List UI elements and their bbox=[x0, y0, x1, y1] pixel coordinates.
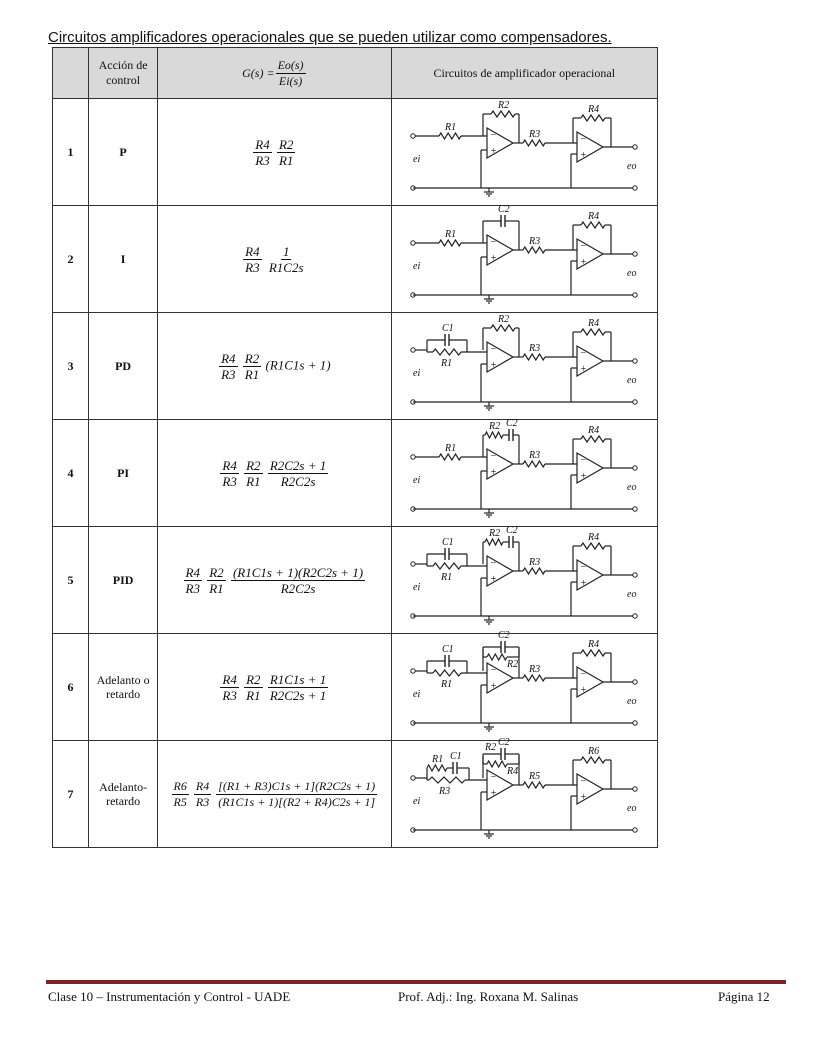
terminal bbox=[633, 573, 637, 577]
capacitor-label: C2 bbox=[498, 630, 510, 641]
row-number: 1 bbox=[53, 99, 89, 206]
table-row bbox=[53, 206, 658, 313]
resistor bbox=[491, 111, 515, 117]
resistor bbox=[523, 354, 545, 360]
resistor bbox=[581, 436, 605, 442]
transfer-function: $\frac{R4}{R3}$ $\frac{R2}{R1}$ $\frac{R1C1s + 1}{R2C2s + 1}$ bbox=[158, 634, 391, 741]
circuit-diagram bbox=[399, 418, 649, 523]
op-amp-plus: + bbox=[580, 364, 588, 375]
header-circuits: Circuitos de amplificador operacional bbox=[391, 48, 657, 99]
resistor-label: R1 bbox=[445, 229, 457, 240]
resistor bbox=[523, 675, 545, 681]
terminal bbox=[633, 787, 637, 791]
resistor-label: R3 bbox=[439, 786, 451, 797]
row-action: P bbox=[89, 99, 158, 206]
resistor-label: R4 bbox=[588, 639, 600, 650]
ei-label: ei bbox=[413, 154, 421, 165]
resistor bbox=[439, 454, 461, 460]
footer-page-number: Página 12 bbox=[718, 989, 770, 1004]
resistor-label: R3 bbox=[529, 557, 541, 568]
resistor bbox=[439, 133, 461, 139]
resistor-label: R4 bbox=[588, 425, 600, 436]
op-amp-minus: − bbox=[580, 562, 588, 573]
transfer-function: $\frac{R4}{R3}$ $\frac{R2}{R1}$ (R1C1s + 1) bbox=[158, 313, 391, 420]
op-amp-plus: + bbox=[490, 681, 498, 692]
circuit-diagram bbox=[399, 316, 649, 416]
op-amp-plus: + bbox=[490, 253, 498, 264]
header-gs-den: Ei(s) bbox=[278, 73, 303, 88]
op-amp-plus: + bbox=[580, 471, 588, 482]
resistor-label: R3 bbox=[529, 129, 541, 140]
resistor bbox=[485, 432, 503, 438]
header-gs-left: G(s) = bbox=[242, 65, 275, 80]
eo-label: eo bbox=[627, 268, 637, 279]
resistor bbox=[523, 782, 545, 788]
resistor bbox=[485, 539, 503, 545]
resistor bbox=[427, 765, 447, 771]
circuit-cell bbox=[391, 737, 657, 848]
terminal bbox=[633, 466, 637, 470]
eo-label: eo bbox=[627, 589, 637, 600]
capacitor-label: C1 bbox=[442, 323, 454, 334]
table-row bbox=[53, 527, 658, 634]
resistor bbox=[491, 325, 515, 331]
terminal bbox=[633, 293, 637, 297]
circuit-cell bbox=[391, 420, 657, 527]
footer-professor: Prof. Adj.: Ing. Roxana M. Salinas bbox=[398, 989, 579, 1004]
op-amp-plus: + bbox=[580, 792, 588, 803]
capacitor-label: C1 bbox=[442, 537, 454, 548]
resistor-label: R3 bbox=[529, 664, 541, 675]
row-number: 4 bbox=[53, 420, 89, 527]
resistor-label: R3 bbox=[529, 343, 541, 354]
terminal bbox=[411, 669, 415, 673]
resistor bbox=[581, 543, 605, 549]
resistor-label: R2 bbox=[498, 100, 510, 111]
resistor bbox=[581, 650, 605, 656]
row-action: I bbox=[89, 206, 158, 313]
row-action: PI bbox=[89, 420, 158, 527]
terminal bbox=[633, 614, 637, 618]
capacitor-label: C2 bbox=[506, 418, 518, 429]
capacitor-label: C2 bbox=[506, 525, 518, 536]
eo-label: eo bbox=[627, 161, 637, 172]
resistor-label: R4 bbox=[507, 766, 519, 777]
op-amp-minus: − bbox=[490, 665, 498, 676]
eo-label: eo bbox=[627, 696, 637, 707]
op-amp-plus: + bbox=[490, 467, 498, 478]
ei-label: ei bbox=[413, 368, 421, 379]
resistor-label: R2 bbox=[498, 314, 510, 325]
header-action: Acción de control bbox=[89, 48, 158, 99]
resistor bbox=[523, 140, 545, 146]
ei-label: ei bbox=[413, 582, 421, 593]
resistor bbox=[523, 461, 545, 467]
row-action: Adelanto o retardo bbox=[89, 634, 158, 741]
transfer-function: $\frac{R4}{R3}$ $\frac{R2}{R1}$ $\frac{R2C2s + 1}{R2C2s}$ bbox=[158, 420, 391, 527]
resistor bbox=[523, 247, 545, 253]
op-amp-minus: − bbox=[490, 558, 498, 569]
table-row bbox=[53, 741, 658, 848]
resistor-label: R4 bbox=[588, 104, 600, 115]
terminal bbox=[633, 828, 637, 832]
circuit-diagram bbox=[399, 630, 649, 737]
op-amp-minus: − bbox=[580, 776, 588, 787]
resistor bbox=[439, 240, 461, 246]
circuit-cell bbox=[391, 527, 657, 634]
resistor bbox=[433, 670, 461, 676]
ei-label: ei bbox=[413, 689, 421, 700]
resistor bbox=[429, 777, 465, 783]
resistor-label: R1 bbox=[441, 358, 453, 369]
circuit-cell bbox=[391, 99, 657, 206]
resistor-label: R3 bbox=[529, 450, 541, 461]
op-amp-minus: − bbox=[580, 455, 588, 466]
terminal bbox=[633, 507, 637, 511]
resistor-label: R4 bbox=[588, 532, 600, 543]
eo-label: eo bbox=[627, 375, 637, 386]
table-header-row bbox=[53, 48, 658, 99]
resistor-label: R1 bbox=[441, 679, 453, 690]
op-amp-minus: − bbox=[580, 241, 588, 252]
resistor bbox=[487, 654, 507, 660]
op-amp-minus: − bbox=[490, 451, 498, 462]
op-amp-plus: + bbox=[580, 150, 588, 161]
compensator-table bbox=[52, 47, 658, 848]
resistor-label: R1 bbox=[432, 754, 444, 765]
ei-label: ei bbox=[413, 796, 421, 807]
capacitor-label: C1 bbox=[450, 751, 462, 762]
op-amp-plus: + bbox=[490, 360, 498, 371]
resistor bbox=[523, 568, 545, 574]
resistor bbox=[433, 349, 461, 355]
op-amp-minus: − bbox=[580, 134, 588, 145]
resistor bbox=[433, 563, 461, 569]
capacitor-label: C2 bbox=[498, 737, 510, 748]
resistor bbox=[581, 757, 605, 763]
op-amp-minus: − bbox=[490, 772, 498, 783]
resistor bbox=[581, 329, 605, 335]
circuit-cell bbox=[391, 206, 657, 313]
resistor bbox=[487, 761, 507, 767]
transfer-function: $\frac{R4}{R3}$ $\frac{R2}{R1}$ $\frac{(R1C1s + 1)(R2C2s + 1)}{R2C2s}$ bbox=[158, 527, 391, 634]
terminal bbox=[633, 680, 637, 684]
header-num bbox=[53, 48, 89, 99]
table-row bbox=[53, 313, 658, 420]
resistor-label: R6 bbox=[588, 746, 600, 757]
resistor-label: R2 bbox=[489, 528, 501, 539]
op-amp-minus: − bbox=[580, 348, 588, 359]
op-amp-plus: + bbox=[490, 146, 498, 157]
resistor bbox=[581, 115, 605, 121]
resistor-label: R1 bbox=[445, 122, 457, 133]
transfer-function: $\frac{R6}{R5}$ $\frac{R4}{R3}$ $\frac{[(R1 + R3)C1s + 1](R2C2s + 1)}{(R1C1s + 1)[(R2 + R4)C2s + 1]}$ bbox=[158, 741, 391, 848]
eo-label: eo bbox=[627, 803, 637, 814]
op-amp-plus: + bbox=[580, 257, 588, 268]
op-amp-minus: − bbox=[580, 669, 588, 680]
op-amp-minus: − bbox=[490, 237, 498, 248]
op-amp-minus: − bbox=[490, 130, 498, 141]
table-row bbox=[53, 99, 658, 206]
terminal bbox=[633, 721, 637, 725]
resistor-label: R3 bbox=[529, 236, 541, 247]
row-action: PID bbox=[89, 527, 158, 634]
op-amp-plus: + bbox=[490, 788, 498, 799]
circuit-diagram bbox=[399, 737, 649, 844]
resistor bbox=[581, 222, 605, 228]
row-action: Adelanto-retardo bbox=[89, 741, 158, 848]
resistor-label: R4 bbox=[588, 318, 600, 329]
terminal bbox=[411, 562, 415, 566]
header-gs-num: Eo(s) bbox=[277, 57, 304, 72]
transfer-function: $\frac{R4}{R3}$ $\frac{1}{R1C2s}$ bbox=[158, 206, 391, 313]
footer-divider bbox=[46, 980, 786, 984]
circuit-cell bbox=[391, 313, 657, 420]
transfer-function: $\frac{R4}{R3}$ $\frac{R2}{R1}$ bbox=[158, 99, 391, 206]
resistor-label: R2 bbox=[485, 742, 497, 753]
resistor-label: R2 bbox=[489, 421, 501, 432]
terminal bbox=[411, 134, 415, 138]
row-number: 7 bbox=[53, 741, 89, 848]
resistor-label: R1 bbox=[441, 572, 453, 583]
terminal bbox=[411, 348, 415, 352]
row-number: 3 bbox=[53, 313, 89, 420]
row-number: 6 bbox=[53, 634, 89, 741]
resistor-label: R5 bbox=[529, 771, 541, 782]
row-number: 5 bbox=[53, 527, 89, 634]
circuit-diagram bbox=[399, 204, 649, 309]
terminal bbox=[411, 241, 415, 245]
op-amp-plus: + bbox=[580, 578, 588, 589]
circuit-cell bbox=[391, 630, 657, 741]
resistor-label: R4 bbox=[588, 211, 600, 222]
row-action: PD bbox=[89, 313, 158, 420]
op-amp-minus: − bbox=[490, 344, 498, 355]
footer-course: Clase 10 – Instrumentación y Control - UADE bbox=[48, 989, 291, 1004]
table-row bbox=[53, 634, 658, 741]
eo-label: eo bbox=[627, 482, 637, 493]
table-row bbox=[53, 420, 658, 527]
op-amp-plus: + bbox=[580, 685, 588, 696]
terminal bbox=[411, 776, 415, 780]
circuit-diagram bbox=[399, 102, 649, 202]
terminal bbox=[633, 186, 637, 190]
terminal bbox=[633, 359, 637, 363]
terminal bbox=[411, 455, 415, 459]
ei-label: ei bbox=[413, 475, 421, 486]
resistor-label: R1 bbox=[445, 443, 457, 454]
page-title: Circuitos amplificadores operacionales que se pueden utilizar como compensadores. bbox=[48, 29, 612, 46]
capacitor-label: C2 bbox=[498, 204, 510, 215]
terminal bbox=[633, 400, 637, 404]
resistor-label: R2 bbox=[507, 659, 519, 670]
row-number: 2 bbox=[53, 206, 89, 313]
ei-label: ei bbox=[413, 261, 421, 272]
circuit-diagram bbox=[399, 525, 649, 630]
terminal bbox=[633, 145, 637, 149]
terminal bbox=[633, 252, 637, 256]
capacitor-label: C1 bbox=[442, 644, 454, 655]
op-amp-plus: + bbox=[490, 574, 498, 585]
header-gs bbox=[158, 48, 391, 99]
